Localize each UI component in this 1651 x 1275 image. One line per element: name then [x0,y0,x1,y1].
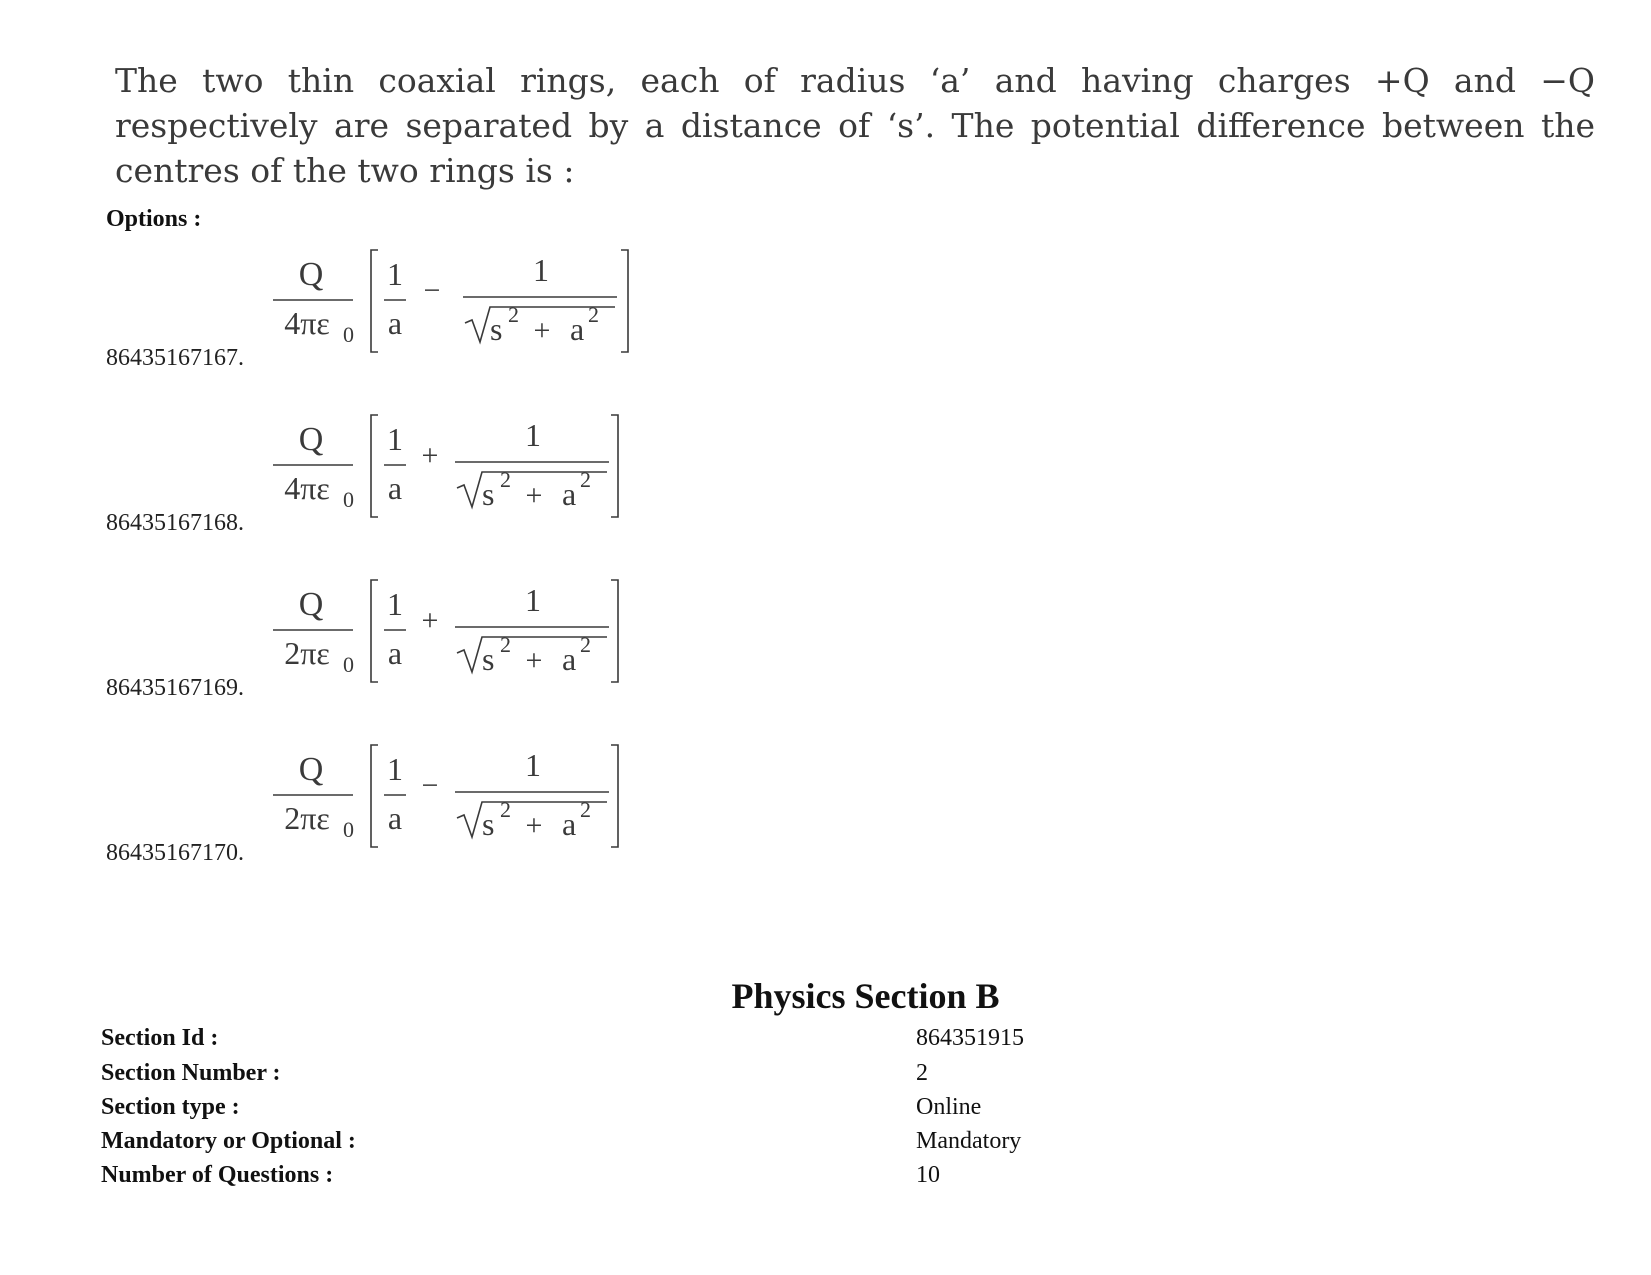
formula-square: 2 [500,632,511,657]
formula-a: a [562,806,577,842]
formula-operator: + [421,439,439,472]
section-id-value: 864351915 [916,1025,1024,1051]
formula-plus: + [533,314,551,347]
option-item[interactable] [0,575,900,725]
formula-a: a [387,470,403,506]
formula-one: 1 [525,747,541,783]
option-item[interactable] [0,245,900,395]
option-formula [265,575,665,685]
formula-subscript: 0 [343,487,354,512]
formula-square: 2 [580,467,591,492]
formula-one: 1 [387,421,403,457]
section-info-row [0,1025,1651,1059]
option-id: 86435167169. [106,675,244,701]
section-type-label: Section type : [101,1094,240,1120]
options-label: Options : [106,206,202,232]
formula-one: 1 [525,417,541,453]
option-id: 86435167167. [106,345,244,371]
mandatory-label: Mandatory or Optional : [101,1128,356,1154]
formula-numerator: Q [298,586,324,623]
option-id: 86435167170. [106,840,244,866]
formula-one: 1 [387,586,403,622]
formula-square: 2 [500,467,511,492]
formula-plus: + [525,809,543,842]
section-info-row [0,1128,1651,1162]
section-number-label: Section Number : [101,1060,281,1086]
formula-one: 1 [533,252,549,288]
section-info-row [0,1060,1651,1094]
formula-operator: + [421,604,439,637]
formula-square: 2 [500,797,511,822]
formula-s: s [482,641,495,677]
formula-one: 1 [387,256,403,292]
section-id-label: Section Id : [101,1025,219,1051]
formula-numerator: Q [298,421,324,458]
formula-a: a [387,800,403,836]
option-formula [265,740,665,850]
formula-square: 2 [580,632,591,657]
option-id: 86435167168. [106,510,244,536]
question-count-value: 10 [916,1162,940,1188]
formula-subscript: 0 [343,652,354,677]
formula-square: 2 [508,302,519,327]
formula-numerator: Q [298,256,324,293]
formula-numerator: Q [298,751,324,788]
formula-s: s [482,806,495,842]
formula-square: 2 [580,797,591,822]
formula-one: 1 [525,582,541,618]
formula-operator: − [421,769,439,802]
section-info-row [0,1094,1651,1128]
formula-operator: − [423,274,441,307]
formula-denominator: 4πε [284,470,330,506]
formula-a: a [562,476,577,512]
section-type-value: Online [916,1094,982,1120]
option-item[interactable] [0,410,900,560]
formula-denominator: 2πε [284,800,330,836]
formula-subscript: 0 [343,322,354,347]
formula-plus: + [525,479,543,512]
formula-a: a [387,635,403,671]
section-number-value: 2 [916,1060,928,1086]
question-count-label: Number of Questions : [101,1162,334,1188]
option-formula [265,410,665,520]
formula-denominator: 2πε [284,635,330,671]
mandatory-value: Mandatory [916,1128,1022,1154]
formula-s: s [490,311,503,347]
section-info-row [0,1162,1651,1196]
option-item[interactable] [0,740,900,890]
formula-a: a [387,305,403,341]
formula-subscript: 0 [343,817,354,842]
option-formula [265,245,665,355]
section-title: Physics Section B [731,976,1000,1016]
formula-a: a [562,641,577,677]
formula-a: a [570,311,585,347]
formula-one: 1 [387,751,403,787]
question-text: The two thin coaxial rings, each of radius ‘a’ and having charges +Q and −Q respectively are separated by a distance of ‘s’. The potential difference between the centres of the two rings is : [115,61,1595,190]
formula-plus: + [525,644,543,677]
formula-s: s [482,476,495,512]
formula-square: 2 [588,302,599,327]
formula-denominator: 4πε [284,305,330,341]
